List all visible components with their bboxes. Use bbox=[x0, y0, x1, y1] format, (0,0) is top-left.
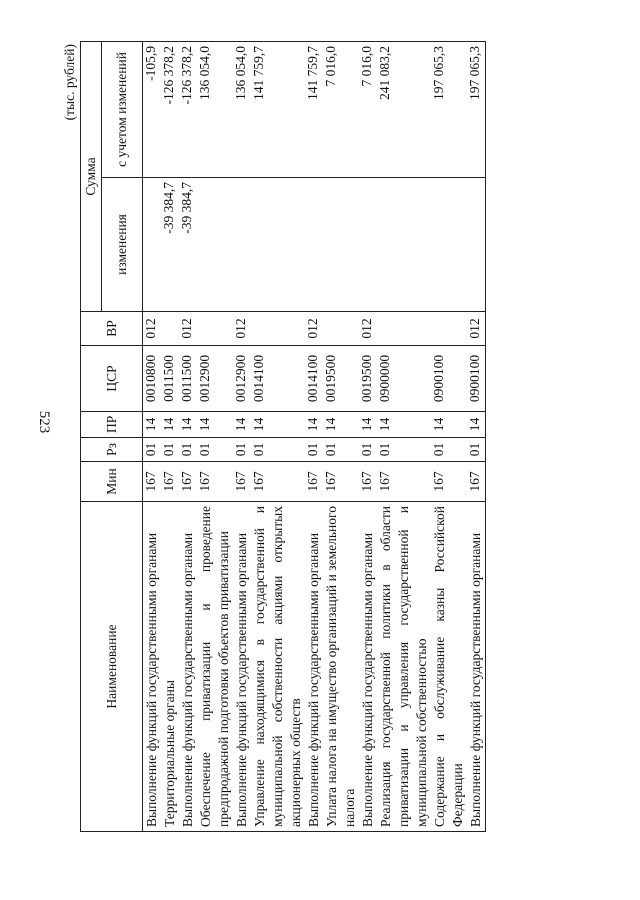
cell-name: Выполнение функций государственными органами bbox=[233, 502, 251, 832]
cell-pr: 14 bbox=[431, 412, 467, 438]
cell-name: Содержание и обслуживание казны Российской Федерации bbox=[431, 502, 467, 832]
cell-rz: 01 bbox=[359, 438, 377, 462]
table-row bbox=[197, 41, 233, 831]
cell-csr: 0900100 bbox=[467, 346, 486, 412]
cell-min: 167 bbox=[197, 462, 233, 502]
cell-min: 167 bbox=[305, 462, 323, 502]
budget-table bbox=[80, 41, 486, 832]
cell-with-changes: 241 083,2 bbox=[377, 41, 431, 177]
cell-vr: 012 bbox=[467, 312, 486, 346]
cell-vr bbox=[323, 312, 359, 346]
cell-changes bbox=[233, 178, 251, 312]
cell-csr: 0019500 bbox=[359, 346, 377, 412]
cell-rz: 01 bbox=[251, 438, 305, 462]
cell-pr: 14 bbox=[143, 412, 162, 438]
cell-pr: 14 bbox=[161, 412, 179, 438]
header-pr: ПР bbox=[81, 412, 143, 438]
document-page bbox=[62, 42, 600, 832]
cell-rz: 01 bbox=[431, 438, 467, 462]
cell-vr bbox=[197, 312, 233, 346]
cell-changes: -39 384,7 bbox=[179, 178, 197, 312]
header-csr: ЦСР bbox=[81, 346, 143, 412]
cell-with-changes: 136 054,0 bbox=[233, 41, 251, 177]
cell-changes bbox=[251, 178, 305, 312]
cell-csr: 0012900 bbox=[233, 346, 251, 412]
cell-with-changes: 141 759,7 bbox=[251, 41, 305, 177]
header-name: Наименование bbox=[81, 502, 143, 832]
cell-vr: 012 bbox=[233, 312, 251, 346]
cell-rz: 01 bbox=[467, 438, 486, 462]
table-row bbox=[251, 41, 305, 831]
table-row bbox=[431, 41, 467, 831]
cell-min: 167 bbox=[467, 462, 486, 502]
cell-rz: 01 bbox=[179, 438, 197, 462]
cell-changes bbox=[305, 178, 323, 312]
table-row bbox=[305, 41, 323, 831]
header-with-changes: с учетом изменений bbox=[102, 41, 143, 177]
cell-name: Выполнение функций государственными органами bbox=[179, 502, 197, 832]
cell-name: Уплата налога на имущество организаций и земельного налога bbox=[323, 502, 359, 832]
table-row bbox=[359, 41, 377, 831]
cell-vr: 012 bbox=[359, 312, 377, 346]
cell-changes: -39 384,7 bbox=[161, 178, 179, 312]
cell-csr: 0900100 bbox=[431, 346, 467, 412]
cell-name: Территориальные органы bbox=[161, 502, 179, 832]
cell-vr bbox=[251, 312, 305, 346]
cell-rz: 01 bbox=[305, 438, 323, 462]
cell-name: Реализация государственной политики в области приватизации и управления государственной и муниципальной собственностью bbox=[377, 502, 431, 832]
cell-with-changes: 136 054,0 bbox=[197, 41, 233, 177]
table-body bbox=[143, 41, 486, 831]
cell-pr: 14 bbox=[197, 412, 233, 438]
cell-name: Управление находящимися в государственной и муниципальной собственности акциями открытых акционерных обществ bbox=[251, 502, 305, 832]
cell-changes bbox=[323, 178, 359, 312]
cell-min: 167 bbox=[431, 462, 467, 502]
cell-csr: 0011500 bbox=[179, 346, 197, 412]
cell-vr bbox=[377, 312, 431, 346]
cell-csr: 0012900 bbox=[197, 346, 233, 412]
cell-rz: 01 bbox=[197, 438, 233, 462]
cell-rz: 01 bbox=[323, 438, 359, 462]
cell-with-changes: -105,9 bbox=[143, 41, 162, 177]
cell-pr: 14 bbox=[359, 412, 377, 438]
cell-with-changes: 141 759,7 bbox=[305, 41, 323, 177]
cell-min: 167 bbox=[143, 462, 162, 502]
cell-csr: 0019500 bbox=[323, 346, 359, 412]
cell-rz: 01 bbox=[143, 438, 162, 462]
cell-pr: 14 bbox=[179, 412, 197, 438]
cell-min: 167 bbox=[233, 462, 251, 502]
rotated-table-container bbox=[62, 42, 600, 832]
cell-changes bbox=[431, 178, 467, 312]
cell-vr bbox=[431, 312, 467, 346]
cell-pr: 14 bbox=[305, 412, 323, 438]
header-rz: Рз bbox=[81, 438, 143, 462]
cell-name: Выполнение функций государственными органами bbox=[467, 502, 486, 832]
cell-vr: 012 bbox=[143, 312, 162, 346]
cell-pr: 14 bbox=[467, 412, 486, 438]
units-label: (тыс. рублей) bbox=[62, 44, 77, 121]
cell-min: 167 bbox=[359, 462, 377, 502]
cell-with-changes: 7 016,0 bbox=[323, 41, 359, 177]
table-row bbox=[377, 41, 431, 831]
cell-name: Выполнение функций государственными органами bbox=[359, 502, 377, 832]
table-row bbox=[143, 41, 162, 831]
cell-with-changes: 197 065,3 bbox=[467, 41, 486, 177]
cell-name: Выполнение функций государственными органами bbox=[143, 502, 162, 832]
cell-vr: 012 bbox=[305, 312, 323, 346]
cell-pr: 14 bbox=[233, 412, 251, 438]
cell-name: Обеспечение приватизации и проведение предпродажной подготовки объектов приватизации bbox=[197, 502, 233, 832]
cell-vr bbox=[161, 312, 179, 346]
cell-with-changes: -126 378,2 bbox=[161, 41, 179, 177]
cell-pr: 14 bbox=[251, 412, 305, 438]
header-vr: ВР bbox=[81, 312, 143, 346]
cell-changes bbox=[377, 178, 431, 312]
cell-changes bbox=[467, 178, 486, 312]
cell-changes bbox=[143, 178, 162, 312]
cell-pr: 14 bbox=[377, 412, 431, 438]
table-row bbox=[179, 41, 197, 831]
cell-changes bbox=[197, 178, 233, 312]
cell-csr: 0010800 bbox=[143, 346, 162, 412]
cell-csr: 0900000 bbox=[377, 346, 431, 412]
cell-rz: 01 bbox=[377, 438, 431, 462]
cell-with-changes: 7 016,0 bbox=[359, 41, 377, 177]
cell-min: 167 bbox=[161, 462, 179, 502]
cell-pr: 14 bbox=[323, 412, 359, 438]
table-row bbox=[161, 41, 179, 831]
cell-changes bbox=[359, 178, 377, 312]
cell-min: 167 bbox=[251, 462, 305, 502]
cell-min: 167 bbox=[179, 462, 197, 502]
table-row bbox=[233, 41, 251, 831]
header-min: Мин bbox=[81, 462, 143, 502]
cell-rz: 01 bbox=[161, 438, 179, 462]
cell-with-changes: -126 378,2 bbox=[179, 41, 197, 177]
page-number: 523 bbox=[36, 410, 52, 434]
cell-rz: 01 bbox=[233, 438, 251, 462]
cell-min: 167 bbox=[377, 462, 431, 502]
cell-csr: 0011500 bbox=[161, 346, 179, 412]
cell-vr: 012 bbox=[179, 312, 197, 346]
table-row bbox=[323, 41, 359, 831]
cell-csr: 0014100 bbox=[305, 346, 323, 412]
header-changes: изменения bbox=[102, 178, 143, 312]
cell-min: 167 bbox=[323, 462, 359, 502]
header-sum: Сумма bbox=[81, 41, 102, 311]
table-row bbox=[467, 41, 486, 831]
cell-csr: 0014100 bbox=[251, 346, 305, 412]
cell-name: Выполнение функций государственными органами bbox=[305, 502, 323, 832]
cell-with-changes: 197 065,3 bbox=[431, 41, 467, 177]
